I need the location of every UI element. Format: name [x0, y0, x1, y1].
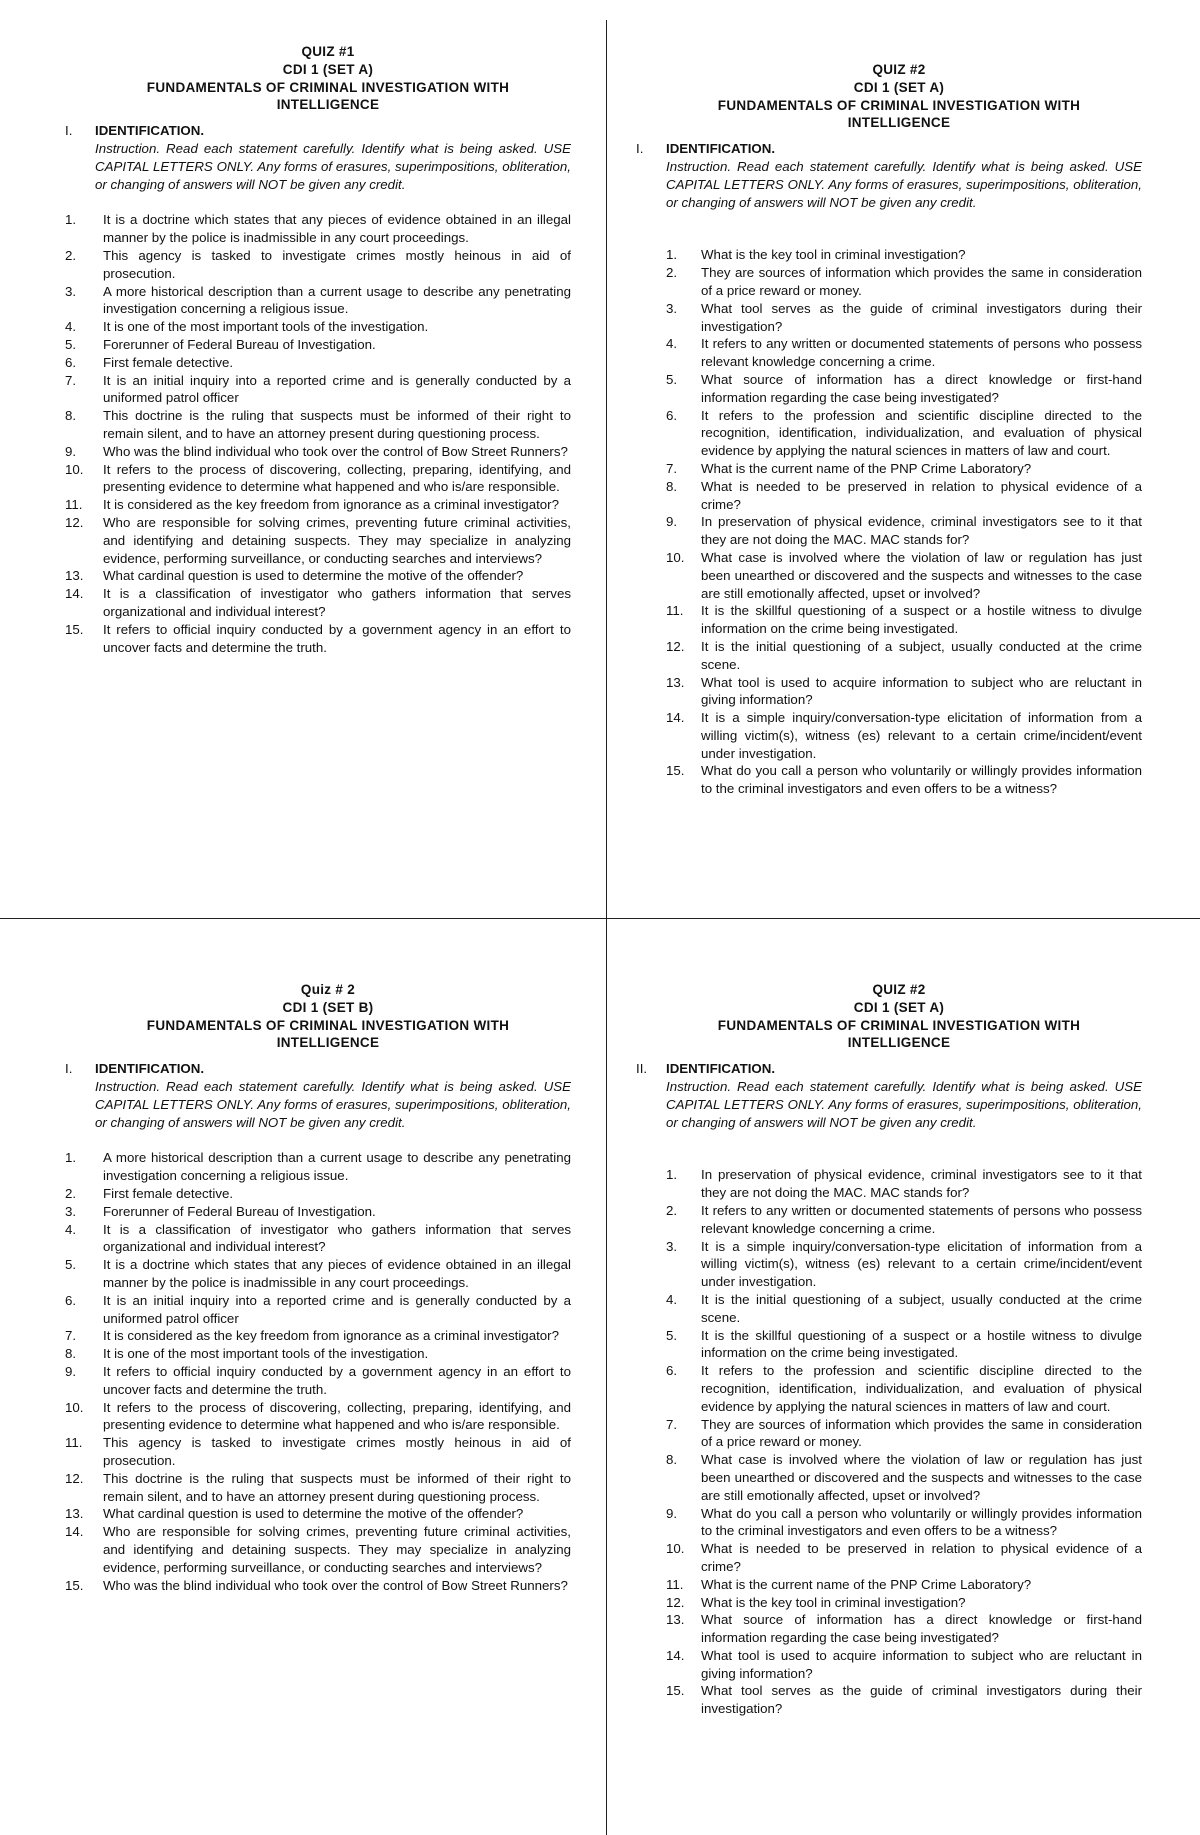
question-number: 6. [65, 1292, 77, 1308]
question-text: What case is involved where the violation of law or regulation has just been unearthed or discovered and the suspects and witnesses to the case are still emotionally affected, upset or involved? [701, 549, 1142, 601]
question-item [65, 1470, 571, 1506]
question-number: 7. [666, 1416, 678, 1432]
question-text: It is the initial questioning of a subject, usually conducted at the crime scene. [701, 638, 1142, 672]
question-item [666, 407, 1142, 460]
section-title: IDENTIFICATION. [95, 123, 205, 139]
vertical-divider [606, 20, 607, 1835]
question-text: It refers to official inquiry conducted by a government agency in an effort to uncover facts and determine the truth. [103, 621, 571, 655]
section-number: I. [65, 1061, 73, 1077]
question-item [65, 354, 571, 372]
question-text: What do you call a person who voluntarily or willingly provides information to the criminal investigators and even offers to be a witness? [701, 1505, 1142, 1539]
question-number: 12. [65, 514, 84, 530]
horizontal-divider [0, 918, 1200, 919]
quiz-header [636, 981, 1142, 1052]
question-text: It refers to the profession and scientific discipline directed to the recognition, identification, individualization, and evaluation of physical evidence by applying the natural sciences in matters of law and court. [701, 1363, 1142, 1414]
question-number: 15. [666, 763, 685, 779]
question-item [65, 1327, 571, 1345]
question-text: It is an initial inquiry into a reported crime and is generally conducted by a uniformed patrol officer [103, 1292, 571, 1326]
question-number: 12. [666, 1594, 685, 1610]
question-number: 9. [666, 1505, 678, 1521]
question-text: In preservation of physical evidence, criminal investigators see to it that they are not doing the MAC. MAC stands for? [701, 1167, 1142, 1201]
question-item [65, 1363, 571, 1399]
question-number: 10. [666, 1541, 685, 1557]
question-text: What tool is used to acquire information to subject who are reluctant in giving information? [701, 1647, 1142, 1681]
question-text: It refers to any written or documented statements of persons who possess relevant knowledge concerning a crime. [701, 1202, 1142, 1236]
question-number: 11. [65, 497, 83, 513]
question-number: 7. [65, 1328, 77, 1344]
question-number: 6. [65, 354, 77, 370]
question-number: 12. [65, 1470, 84, 1486]
question-text: Who are responsible for solving crimes, preventing future criminal activities, and identifying and detaining suspects. They may specialize in analyzing evidence, performing surveillance, or conducting searches and interviews? [103, 514, 571, 566]
question-text: It is one of the most important tools of the investigation. [103, 319, 429, 335]
quiz-panel-bottom-left [65, 981, 571, 1594]
question-number: 9. [65, 443, 77, 459]
question-item [65, 461, 571, 497]
section-heading [636, 1060, 1142, 1078]
question-text: What tool serves as the guide of criminal investigators during their investigation? [701, 1683, 1142, 1717]
section-title: IDENTIFICATION. [666, 141, 776, 157]
question-text: What is needed to be preserved in relation to physical evidence of a crime? [701, 478, 1142, 512]
question-item [666, 674, 1142, 710]
question-number: 15. [65, 621, 84, 637]
question-number: 4. [65, 1221, 77, 1237]
question-text: It refers to any written or documented statements of persons who possess relevant knowledge concerning a crime. [701, 336, 1142, 370]
question-item [666, 1594, 1142, 1612]
question-text: This doctrine is the ruling that suspects must be informed of their right to remain silent, and to have an attorney present during questioning process. [103, 1470, 571, 1504]
question-number: 13. [666, 1612, 685, 1628]
question-text: What is the current name of the PNP Crime Laboratory? [701, 1576, 1032, 1592]
question-text: It is an initial inquiry into a reported crime and is generally conducted by a uniformed patrol officer [103, 372, 571, 406]
question-number: 3. [65, 283, 77, 299]
quiz-subject-cont: INTELLIGENCE [276, 1035, 380, 1051]
question-item [666, 1505, 1142, 1541]
question-number: 14. [65, 1524, 84, 1540]
question-number: 9. [666, 514, 678, 530]
question-text: It is the initial questioning of a subject, usually conducted at the crime scene. [701, 1291, 1142, 1325]
question-item [666, 264, 1142, 300]
question-number: 15. [65, 1577, 84, 1593]
question-number: 11. [666, 603, 684, 619]
question-text: They are sources of information which provides the same in consideration of a price reward or money. [701, 1416, 1142, 1450]
quiz-title: QUIZ #2 [872, 62, 926, 77]
question-number: 5. [666, 371, 678, 387]
question-number: 7. [666, 460, 678, 476]
question-number: 14. [666, 710, 685, 726]
question-number: 5. [65, 336, 77, 352]
quiz-subject-cont: INTELLIGENCE [847, 1035, 951, 1051]
question-item [666, 1362, 1142, 1415]
question-item [65, 372, 571, 408]
question-text: A more historical description than a current usage to describe any penetrating investigation concerning a religious issue. [103, 283, 571, 317]
question-text: It is a classification of investigator who gathers information that serves organizational and individual interest? [103, 586, 571, 619]
question-text: What cardinal question is used to determine the motive of the offender? [103, 568, 524, 584]
question-list [65, 1149, 571, 1594]
question-item [666, 762, 1142, 798]
question-number: 8. [666, 478, 678, 494]
question-number: 12. [666, 638, 685, 654]
quiz-header [65, 981, 571, 1052]
question-item [65, 1185, 571, 1203]
question-text: It is a classification of investigator who gathers information that serves organizational and individual interest? [103, 1221, 571, 1255]
question-text: What is the key tool in criminal investigation? [701, 247, 966, 263]
question-text: It refers to the process of discovering, collecting, preparing, identifying, and presenting evidence to determine what happened and who is/are responsible. [103, 1399, 571, 1433]
section-number: I. [636, 141, 644, 157]
section-title: IDENTIFICATION. [95, 1061, 205, 1077]
question-number: 2. [666, 265, 678, 281]
quiz-panel-top-right [636, 61, 1142, 798]
question-text: This agency is tasked to investigate crimes mostly heinous in aid of prosecution. [103, 1435, 571, 1468]
question-number: 14. [666, 1647, 685, 1663]
quiz-panel-top-left [65, 43, 571, 656]
instruction-text: Instruction. Read each statement carefully. Identify what is being asked. USE CAPITAL LETTERS ONLY. Any forms of erasures, superimpositions, obliteration, or changing of answers will NOT be given any credit. [95, 1078, 571, 1130]
question-number: 6. [666, 407, 678, 423]
question-number: 2. [666, 1202, 678, 1218]
question-text: What tool is used to acquire information to subject who are reluctant in giving information? [701, 674, 1142, 708]
question-item [666, 549, 1142, 602]
question-number: 3. [666, 300, 678, 316]
question-number: 4. [666, 336, 678, 352]
question-number: 4. [666, 1291, 678, 1307]
question-item [65, 1221, 571, 1257]
question-text: It is the skillful questioning of a suspect or a hostile witness to divulge information on the crime being investigated. [701, 1327, 1142, 1361]
question-number: 1. [666, 1167, 678, 1183]
question-text: What source of information has a direct knowledge or first-hand information regarding the case being investigated? [701, 1612, 1142, 1646]
question-number: 13. [65, 1506, 84, 1522]
question-text: This agency is tasked to investigate crimes mostly heinous in aid of prosecution. [103, 247, 571, 281]
question-text: It is a simple inquiry/conversation-type elicitation of information from a willing victim(s), witness (es) relevant to a certain crime/incident/event under investigation. [701, 1238, 1142, 1290]
question-number: 5. [65, 1257, 77, 1273]
question-item [65, 1505, 571, 1523]
question-text: What is the current name of the PNP Crime Laboratory? [701, 460, 1032, 476]
section-number: I. [65, 123, 73, 139]
question-item [65, 1345, 571, 1363]
question-list [666, 246, 1142, 798]
question-text: It is considered as the key freedom from ignorance as a criminal investigator? [103, 497, 560, 513]
quiz-title: QUIZ #1 [301, 44, 355, 59]
question-number: 3. [666, 1238, 678, 1254]
question-item [65, 496, 571, 514]
question-item [65, 1149, 571, 1185]
question-item [65, 1577, 571, 1595]
question-number: 5. [666, 1327, 678, 1343]
question-item [666, 602, 1142, 638]
question-number: 9. [65, 1363, 77, 1379]
question-item [666, 478, 1142, 514]
question-text: It refers to the process of discovering, collecting, preparing, identifying, and presenting evidence to determine what happened and who is/are responsible. [103, 461, 571, 495]
question-text: First female detective. [103, 354, 234, 370]
question-item [666, 1416, 1142, 1452]
quiz-subject: FUNDAMENTALS OF CRIMINAL INVESTIGATION WITH [146, 1017, 510, 1033]
question-text: It is one of the most important tools of the investigation. [103, 1346, 429, 1362]
question-item [65, 407, 571, 443]
question-text: It refers to official inquiry conducted by a government agency in an effort to uncover facts and determine the truth. [103, 1363, 571, 1397]
question-item [65, 318, 571, 336]
question-number: 2. [65, 247, 77, 263]
quiz-set: CDI 1 (SET A) [853, 999, 945, 1015]
question-item [666, 335, 1142, 371]
question-item [65, 1399, 571, 1435]
question-text: What is the key tool in criminal investigation? [701, 1594, 966, 1610]
question-text: It is the skillful questioning of a suspect or a hostile witness to divulge information on the crime being investigated. [701, 603, 1142, 637]
instruction-text: Instruction. Read each statement carefully. Identify what is being asked. USE CAPITAL LETTERS ONLY. Any forms of erasures, superimpositions, obliteration, or changing of answers will NOT be given any credit. [95, 140, 571, 192]
question-list [666, 1166, 1142, 1718]
question-item [666, 371, 1142, 407]
question-text: It is a simple inquiry/conversation-type elicitation of information from a willing victim(s), witness (es) relevant to a certain crime/incident/event under investigation. [701, 710, 1142, 761]
question-number: 10. [65, 1399, 84, 1415]
quiz-panel-bottom-right [636, 981, 1142, 1718]
question-number: 10. [666, 549, 685, 565]
question-number: 15. [666, 1683, 685, 1699]
question-text: Who was the blind individual who took over the control of Bow Street Runners? [103, 443, 568, 459]
question-item [666, 709, 1142, 762]
question-item [65, 247, 571, 283]
question-text: It refers to the profession and scientific discipline directed to the recognition, identification, individualization, and evaluation of physical evidence by applying the natural sciences in matters of law and court. [701, 407, 1142, 459]
question-item [65, 1203, 571, 1221]
question-item [65, 336, 571, 354]
quiz-set: CDI 1 (SET A) [282, 61, 374, 77]
question-item [65, 1523, 571, 1576]
question-number: 14. [65, 586, 84, 602]
question-item [65, 1292, 571, 1328]
question-item [666, 1682, 1142, 1718]
question-text: A more historical description than a current usage to describe any penetrating investigation concerning a religious issue. [103, 1150, 571, 1184]
quiz-subject-cont: INTELLIGENCE [847, 115, 951, 131]
question-number: 8. [65, 408, 77, 424]
question-text: What source of information has a direct knowledge or first-hand information regarding the case being investigated? [701, 371, 1142, 405]
quiz-set: CDI 1 (SET B) [282, 999, 374, 1015]
question-number: 8. [65, 1346, 77, 1362]
question-item [65, 1256, 571, 1292]
question-number: 2. [65, 1185, 77, 1201]
question-item [666, 1540, 1142, 1576]
question-item [666, 1451, 1142, 1504]
question-item [666, 1202, 1142, 1238]
instruction-text: Instruction. Read each statement carefully. Identify what is being asked. USE CAPITAL LETTERS ONLY. Any forms of erasures, superimpositions, obliteration, or changing of answers will NOT be given any credit. [666, 158, 1142, 210]
question-item [65, 211, 571, 247]
section-heading [65, 122, 571, 140]
question-text: In preservation of physical evidence, criminal investigators see to it that they are not doing the MAC. MAC stands for? [701, 514, 1142, 548]
question-text: They are sources of information which provides the same in consideration of a price reward or money. [701, 265, 1142, 298]
question-text: Forerunner of Federal Bureau of Investigation. [103, 1203, 376, 1219]
question-text: First female detective. [103, 1185, 234, 1201]
section-number: II. [636, 1061, 648, 1077]
question-item [65, 585, 571, 621]
question-text: What case is involved where the violation of law or regulation has just been unearthed or discovered and the suspects and witnesses to the case are still emotionally affected, upset or involved? [701, 1452, 1142, 1503]
quiz-title: Quiz # 2 [300, 982, 356, 997]
question-item [666, 1238, 1142, 1291]
question-text: What tool serves as the guide of criminal investigators during their investigation? [701, 300, 1142, 334]
question-item [666, 460, 1142, 478]
quiz-subject-cont: INTELLIGENCE [276, 97, 380, 113]
question-item [65, 443, 571, 461]
question-text: What cardinal question is used to determine the motive of the offender? [103, 1506, 524, 1522]
question-text: Who was the blind individual who took over the control of Bow Street Runners? [103, 1577, 568, 1593]
question-item [666, 638, 1142, 674]
question-text: It is considered as the key freedom from ignorance as a criminal investigator? [103, 1328, 560, 1344]
question-list [65, 211, 571, 656]
quiz-header [636, 61, 1142, 132]
question-text: This doctrine is the ruling that suspects must be informed of their right to remain silent, and to have an attorney present during questioning process. [103, 408, 571, 441]
question-text: It is a doctrine which states that any pieces of evidence obtained in an illegal manner by the police is inadmissible in any court proceedings. [103, 1257, 571, 1290]
quiz-subject: FUNDAMENTALS OF CRIMINAL INVESTIGATION WITH [717, 97, 1081, 113]
question-number: 1. [65, 1150, 77, 1166]
question-item [666, 1291, 1142, 1327]
quiz-title: QUIZ #2 [872, 982, 926, 997]
question-item [65, 1434, 571, 1470]
question-number: 10. [65, 461, 84, 477]
section-heading [636, 140, 1142, 158]
question-number: 11. [666, 1576, 684, 1592]
question-item [65, 514, 571, 567]
quiz-header [65, 43, 571, 114]
question-text: What do you call a person who voluntarily or willingly provides information to the criminal investigators and even offers to be a witness? [701, 763, 1142, 797]
quiz-set: CDI 1 (SET A) [853, 79, 945, 95]
question-item [65, 567, 571, 585]
question-text: Who are responsible for solving crimes, preventing future criminal activities, and identifying and detaining suspects. They may specialize in analyzing evidence, performing surveillance, or conducting searches and interviews? [103, 1524, 571, 1575]
question-text: What is needed to be preserved in relation to physical evidence of a crime? [701, 1541, 1142, 1574]
question-item [666, 1327, 1142, 1363]
quiz-subject: FUNDAMENTALS OF CRIMINAL INVESTIGATION WITH [717, 1017, 1081, 1033]
question-item [65, 621, 571, 657]
question-number: 11. [65, 1435, 83, 1451]
question-number: 6. [666, 1363, 678, 1379]
question-number: 1. [666, 247, 678, 263]
question-text: It is a doctrine which states that any pieces of evidence obtained in an illegal manner by the police is inadmissible in any court proceedings. [103, 212, 571, 246]
question-item [666, 1576, 1142, 1594]
question-number: 7. [65, 372, 77, 388]
quiz-subject: FUNDAMENTALS OF CRIMINAL INVESTIGATION WITH [146, 79, 510, 95]
section-heading [65, 1060, 571, 1078]
question-item [666, 1611, 1142, 1647]
question-number: 13. [666, 674, 685, 690]
question-item [65, 283, 571, 319]
question-number: 4. [65, 319, 77, 335]
question-item [666, 1166, 1142, 1202]
question-item [666, 300, 1142, 336]
question-number: 3. [65, 1203, 77, 1219]
question-number: 8. [666, 1452, 678, 1468]
section-title: IDENTIFICATION. [666, 1061, 776, 1077]
question-item [666, 1647, 1142, 1683]
question-text: Forerunner of Federal Bureau of Investigation. [103, 336, 376, 352]
question-number: 13. [65, 568, 84, 584]
instruction-text: Instruction. Read each statement carefully. Identify what is being asked. USE CAPITAL LETTERS ONLY. Any forms of erasures, superimpositions, obliteration, or changing of answers will NOT be given any credit. [666, 1078, 1142, 1130]
question-number: 1. [65, 212, 77, 228]
question-item [666, 246, 1142, 264]
question-item [666, 513, 1142, 549]
